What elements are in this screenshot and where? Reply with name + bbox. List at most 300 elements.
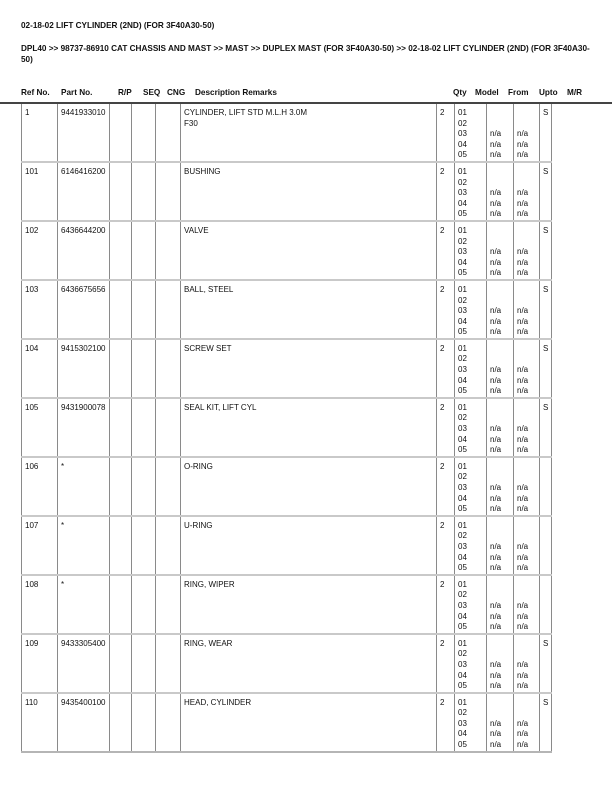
from-value	[490, 531, 513, 542]
header-rp: R/P	[118, 88, 132, 97]
from-value	[490, 285, 513, 296]
upto-value	[517, 178, 539, 189]
seq-cell	[132, 693, 156, 752]
description-text: RING, WEAR	[184, 638, 233, 648]
model-value: 03	[458, 306, 467, 316]
upto-value	[517, 521, 539, 532]
from-value	[490, 296, 513, 307]
from-value: n/a	[490, 327, 502, 337]
model-value: 05	[458, 268, 467, 278]
upto-value	[517, 462, 539, 473]
ref-no-cell: 110	[22, 693, 58, 752]
upto-value	[517, 708, 539, 719]
model-value: 05	[458, 740, 467, 750]
upto-value	[517, 639, 539, 650]
upto-cell	[514, 634, 540, 693]
description-text: BUSHING	[184, 166, 221, 176]
ref-no-cell: 109	[22, 634, 58, 693]
cng-cell	[156, 693, 181, 752]
part-no-cell: *	[58, 457, 110, 516]
seq-cell	[132, 104, 156, 162]
model-value: 01	[458, 343, 467, 353]
from-value	[490, 354, 513, 365]
model-value: 04	[458, 493, 467, 503]
from-value: n/a	[490, 139, 502, 149]
upto-value: n/a	[517, 316, 529, 326]
mr-cell: S	[540, 398, 552, 457]
upto-value	[517, 472, 539, 483]
from-value: n/a	[490, 622, 502, 632]
model-value: 02	[458, 472, 467, 482]
model-value: 04	[458, 434, 467, 444]
from-value: n/a	[490, 209, 502, 219]
rp-cell	[110, 575, 132, 634]
upto-value	[517, 344, 539, 355]
model-value: 03	[458, 188, 467, 198]
model-value: 05	[458, 681, 467, 691]
mr-cell: S	[540, 104, 552, 162]
model-value: 03	[458, 247, 467, 257]
from-value	[490, 344, 513, 355]
upto-value	[517, 108, 539, 119]
model-value: 01	[458, 284, 467, 294]
remarks-text	[184, 354, 436, 365]
remarks-text	[184, 237, 436, 248]
qty-cell: 2	[437, 339, 455, 398]
from-value: n/a	[490, 434, 502, 444]
model-value: 04	[458, 257, 467, 267]
upto-cell	[514, 280, 540, 339]
description-cell	[181, 575, 437, 634]
from-value: n/a	[490, 563, 502, 573]
rp-cell	[110, 634, 132, 693]
from-value: n/a	[490, 600, 502, 610]
from-cell	[487, 162, 514, 221]
part-no-cell: 9431900078	[58, 398, 110, 457]
model-value: 05	[458, 622, 467, 632]
description-cell	[181, 634, 437, 693]
upto-value: n/a	[517, 268, 529, 278]
rp-cell	[110, 398, 132, 457]
mr-cell: S	[540, 162, 552, 221]
ref-no-cell: 104	[22, 339, 58, 398]
upto-value	[517, 354, 539, 365]
table-row	[22, 162, 552, 221]
part-no-cell: 6436644200	[58, 221, 110, 280]
remarks-text	[184, 296, 436, 307]
model-value: 03	[458, 600, 467, 610]
upto-value: n/a	[517, 600, 529, 610]
upto-value: n/a	[517, 445, 529, 455]
rp-cell	[110, 104, 132, 162]
upto-cell	[514, 398, 540, 457]
description-cell	[181, 516, 437, 575]
upto-value: n/a	[517, 327, 529, 337]
model-value: 02	[458, 354, 467, 364]
model-value: 04	[458, 729, 467, 739]
model-value: 02	[458, 177, 467, 187]
from-value: n/a	[490, 504, 502, 514]
parts-table	[21, 104, 552, 753]
rp-cell	[110, 516, 132, 575]
from-value: n/a	[490, 493, 502, 503]
model-value: 04	[458, 316, 467, 326]
from-value: n/a	[490, 188, 502, 198]
model-cell	[455, 398, 487, 457]
table-row	[22, 634, 552, 693]
from-value	[490, 403, 513, 414]
mr-cell: S	[540, 280, 552, 339]
cng-cell	[156, 339, 181, 398]
remarks-text	[184, 708, 436, 719]
seq-cell	[132, 398, 156, 457]
description-cell	[181, 280, 437, 339]
upto-value: n/a	[517, 718, 529, 728]
description-text: CYLINDER, LIFT STD M.L.H 3.0M	[184, 108, 307, 117]
qty-cell: 2	[437, 575, 455, 634]
header-model: Model	[475, 88, 499, 97]
upto-value	[517, 580, 539, 591]
from-value	[490, 590, 513, 601]
model-cell	[455, 693, 487, 752]
mr-cell: S	[540, 634, 552, 693]
description-cell	[181, 221, 437, 280]
qty-cell: 2	[437, 398, 455, 457]
mr-cell: S	[540, 339, 552, 398]
upto-value: n/a	[517, 424, 529, 434]
from-value: n/a	[490, 681, 502, 691]
from-value	[490, 462, 513, 473]
upto-value: n/a	[517, 563, 529, 573]
model-cell	[455, 104, 487, 162]
upto-cell	[514, 339, 540, 398]
description-text: BALL, STEEL	[184, 284, 234, 294]
upto-cell	[514, 693, 540, 752]
from-value	[490, 119, 513, 130]
from-value: n/a	[490, 257, 502, 267]
upto-value	[517, 590, 539, 601]
qty-cell: 2	[437, 457, 455, 516]
upto-value: n/a	[517, 504, 529, 514]
model-value: 05	[458, 150, 467, 160]
upto-value	[517, 119, 539, 130]
from-value	[490, 580, 513, 591]
mr-cell: S	[540, 221, 552, 280]
upto-value: n/a	[517, 386, 529, 396]
model-cell	[455, 457, 487, 516]
from-value: n/a	[490, 386, 502, 396]
header-part-no: Part No.	[61, 88, 93, 97]
upto-value: n/a	[517, 611, 529, 621]
upto-value: n/a	[517, 681, 529, 691]
seq-cell	[132, 162, 156, 221]
part-no-cell: 6146416200	[58, 162, 110, 221]
ref-no-cell: 108	[22, 575, 58, 634]
upto-value: n/a	[517, 375, 529, 385]
seq-cell	[132, 634, 156, 693]
mr-cell	[540, 516, 552, 575]
upto-value	[517, 403, 539, 414]
model-value: 03	[458, 483, 467, 492]
model-value: 01	[458, 108, 467, 117]
cng-cell	[156, 104, 181, 162]
from-value: n/a	[490, 316, 502, 326]
cng-cell	[156, 516, 181, 575]
from-cell	[487, 693, 514, 752]
model-value: 02	[458, 295, 467, 305]
upto-value	[517, 413, 539, 424]
from-value: n/a	[490, 445, 502, 455]
rp-cell	[110, 457, 132, 516]
upto-value: n/a	[517, 365, 529, 375]
rp-cell	[110, 221, 132, 280]
upto-value	[517, 237, 539, 248]
upto-value: n/a	[517, 659, 529, 669]
model-value: 03	[458, 129, 467, 139]
from-cell	[487, 516, 514, 575]
mr-cell: S	[540, 693, 552, 752]
upto-value: n/a	[517, 209, 529, 219]
model-value: 01	[458, 697, 467, 707]
description-cell	[181, 693, 437, 752]
model-value: 01	[458, 402, 467, 412]
model-value: 05	[458, 386, 467, 396]
model-value: 01	[458, 520, 467, 530]
model-value: 01	[458, 166, 467, 176]
model-value: 04	[458, 198, 467, 208]
from-value	[490, 708, 513, 719]
qty-cell: 2	[437, 221, 455, 280]
ref-no-cell: 101	[22, 162, 58, 221]
breadcrumb: DPL40 >> 98737-86910 CAT CHASSIS AND MAST >> MAST >> DUPLEX MAST (FOR 3F40A30-50) >> 02-18-02 LIFT CYLINDER (2ND) (FOR 3F40A30-50)	[21, 44, 590, 64]
upto-value: n/a	[517, 541, 529, 551]
upto-value: n/a	[517, 306, 529, 316]
from-value	[490, 108, 513, 119]
model-cell	[455, 339, 487, 398]
description-cell	[181, 162, 437, 221]
upto-value: n/a	[517, 198, 529, 208]
upto-value: n/a	[517, 493, 529, 503]
upto-value	[517, 226, 539, 237]
from-value: n/a	[490, 268, 502, 278]
from-value: n/a	[490, 198, 502, 208]
upto-value	[517, 698, 539, 709]
from-value	[490, 521, 513, 532]
model-value: 01	[458, 579, 467, 589]
qty-cell: 2	[437, 104, 455, 162]
from-value: n/a	[490, 718, 502, 728]
part-no-cell: *	[58, 516, 110, 575]
model-value: 04	[458, 670, 467, 680]
table-row	[22, 398, 552, 457]
seq-cell	[132, 575, 156, 634]
ref-no-cell: 102	[22, 221, 58, 280]
ref-no-cell: 106	[22, 457, 58, 516]
model-value: 01	[458, 461, 467, 471]
upto-value: n/a	[517, 139, 529, 149]
upto-value: n/a	[517, 150, 529, 160]
remarks-text	[184, 649, 436, 660]
model-cell	[455, 162, 487, 221]
model-cell	[455, 634, 487, 693]
upto-value	[517, 531, 539, 542]
model-value: 02	[458, 708, 467, 718]
upto-value	[517, 649, 539, 660]
header-qty: Qty	[453, 88, 467, 97]
from-value	[490, 472, 513, 483]
from-value: n/a	[490, 740, 502, 750]
ref-no-cell: 107	[22, 516, 58, 575]
from-value: n/a	[490, 483, 502, 492]
from-cell	[487, 457, 514, 516]
part-no-cell: 9415302100	[58, 339, 110, 398]
upto-value: n/a	[517, 552, 529, 562]
model-value: 01	[458, 638, 467, 648]
from-cell	[487, 398, 514, 457]
model-cell	[455, 280, 487, 339]
table-header	[21, 88, 591, 100]
upto-value	[517, 167, 539, 178]
from-value	[490, 698, 513, 709]
description-text: SEAL KIT, LIFT CYL	[184, 402, 257, 412]
qty-cell: 2	[437, 634, 455, 693]
description-text: O-RING	[184, 461, 213, 471]
remarks-text: F30	[184, 118, 198, 128]
cng-cell	[156, 398, 181, 457]
description-text: HEAD, CYLINDER	[184, 697, 252, 707]
ref-no-cell: 1	[22, 104, 58, 162]
from-value: n/a	[490, 365, 502, 375]
qty-cell: 2	[437, 516, 455, 575]
table-row	[22, 339, 552, 398]
table-row	[22, 693, 552, 752]
model-cell	[455, 575, 487, 634]
cng-cell	[156, 221, 181, 280]
model-value: 05	[458, 327, 467, 337]
model-cell	[455, 221, 487, 280]
upto-cell	[514, 516, 540, 575]
table-row	[22, 221, 552, 280]
from-value: n/a	[490, 541, 502, 551]
seq-cell	[132, 339, 156, 398]
table-row	[22, 516, 552, 575]
seq-cell	[132, 221, 156, 280]
from-cell	[487, 280, 514, 339]
part-no-cell: 6436675656	[58, 280, 110, 339]
from-cell	[487, 339, 514, 398]
rp-cell	[110, 339, 132, 398]
model-cell	[455, 516, 487, 575]
table-row	[22, 575, 552, 634]
model-value: 03	[458, 718, 467, 728]
upto-value: n/a	[517, 670, 529, 680]
description-cell	[181, 457, 437, 516]
from-value: n/a	[490, 670, 502, 680]
header-description: Description Remarks	[195, 88, 277, 97]
upto-cell	[514, 162, 540, 221]
from-cell	[487, 221, 514, 280]
part-no-cell: 9433305400	[58, 634, 110, 693]
remarks-text	[184, 178, 436, 189]
page-title: 02-18-02 LIFT CYLINDER (2ND) (FOR 3F40A30-50)	[21, 21, 215, 30]
model-value: 02	[458, 413, 467, 423]
description-cell	[181, 398, 437, 457]
upto-value: n/a	[517, 129, 529, 139]
part-no-cell: 9441933010	[58, 104, 110, 162]
upto-value: n/a	[517, 247, 529, 257]
table-row	[22, 280, 552, 339]
part-no-cell: 9435400100	[58, 693, 110, 752]
remarks-text	[184, 413, 436, 424]
from-cell	[487, 104, 514, 162]
description-text: VALVE	[184, 225, 209, 235]
mr-cell	[540, 575, 552, 634]
remarks-text	[184, 531, 436, 542]
remarks-text	[184, 590, 436, 601]
from-value: n/a	[490, 306, 502, 316]
model-value: 05	[458, 445, 467, 455]
seq-cell	[132, 516, 156, 575]
from-value: n/a	[490, 129, 502, 139]
from-value	[490, 639, 513, 650]
upto-cell	[514, 221, 540, 280]
upto-value: n/a	[517, 188, 529, 198]
from-value	[490, 237, 513, 248]
model-value: 02	[458, 649, 467, 659]
header-upto: Upto	[539, 88, 558, 97]
header-seq: SEQ	[143, 88, 161, 97]
from-cell	[487, 575, 514, 634]
from-value: n/a	[490, 247, 502, 257]
qty-cell: 2	[437, 162, 455, 221]
upto-value: n/a	[517, 434, 529, 444]
rp-cell	[110, 280, 132, 339]
model-value: 02	[458, 590, 467, 600]
from-value: n/a	[490, 424, 502, 434]
model-value: 03	[458, 659, 467, 669]
part-no-cell: *	[58, 575, 110, 634]
upto-cell	[514, 104, 540, 162]
rp-cell	[110, 693, 132, 752]
remarks-text	[184, 472, 436, 483]
model-value: 03	[458, 541, 467, 551]
from-value	[490, 226, 513, 237]
from-value	[490, 167, 513, 178]
model-value: 02	[458, 531, 467, 541]
cng-cell	[156, 280, 181, 339]
from-value: n/a	[490, 552, 502, 562]
table-row	[22, 457, 552, 516]
rp-cell	[110, 162, 132, 221]
description-cell	[181, 339, 437, 398]
from-value: n/a	[490, 729, 502, 739]
header-cng: CNG	[167, 88, 186, 97]
model-value: 04	[458, 552, 467, 562]
model-value: 03	[458, 365, 467, 375]
from-value	[490, 649, 513, 660]
model-value: 04	[458, 611, 467, 621]
cng-cell	[156, 634, 181, 693]
description-cell	[181, 104, 437, 162]
model-value: 03	[458, 424, 467, 434]
from-cell	[487, 634, 514, 693]
ref-no-cell: 103	[22, 280, 58, 339]
model-value: 02	[458, 236, 467, 246]
from-value: n/a	[490, 611, 502, 621]
ref-no-cell: 105	[22, 398, 58, 457]
mr-cell	[540, 457, 552, 516]
cng-cell	[156, 457, 181, 516]
